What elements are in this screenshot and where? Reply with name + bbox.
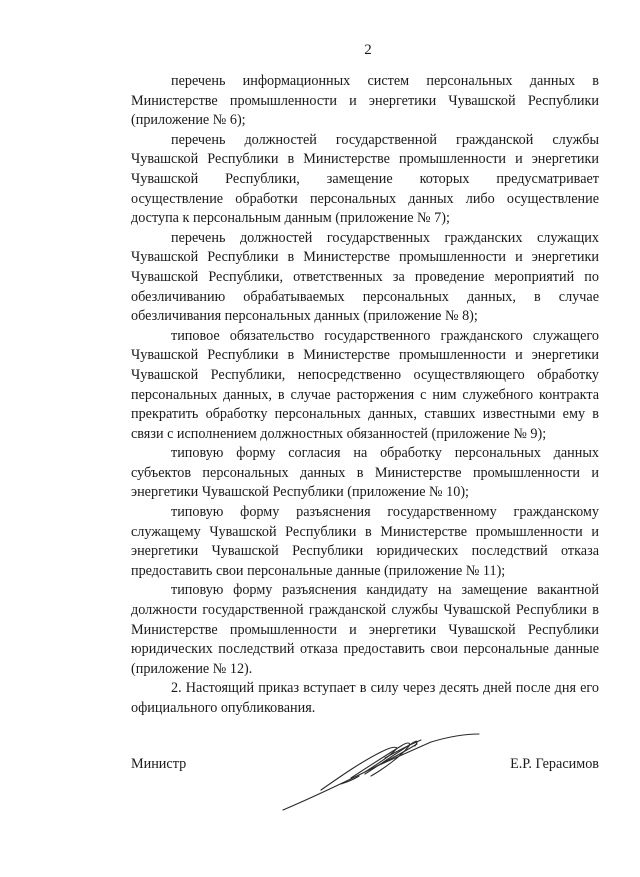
paragraph-appendix-9: типовое обязательство государственного гражданского служащего Чувашской Республики в Министерстве промышленности и энергетики Чувашской Республики, непосредственно осуществляющего обработку персональных данных, в случае расторжения с ним служебного контракта прекратить обработку персональных данных, ставших известными ему в связи с исполнением должностных обязанностей (приложение № 9);: [131, 327, 599, 442]
paragraph-appendix-6: перечень информационных систем персональных данных в Министерстве промышленности и энергетики Чувашской Республики (приложение № 6);: [131, 73, 599, 129]
signatory-name: Е.Р. Герасимов: [510, 756, 599, 772]
paragraph-appendix-10: типовую форму согласия на обработку персональных данных субъектов персональных данных в Министерстве промышленности и энергетики Чувашской Республики (приложение № 10);: [131, 445, 599, 501]
document-body: [131, 72, 599, 719]
handwritten-signature: [281, 732, 481, 822]
paragraph-appendix-7: перечень должностей государственной гражданской службы Чувашской Республики в Министерстве промышленности и энергетики Чувашской Республики, замещение которых предусматривает осуществление обработки персональных данных либо осуществление доступа к персональным данным (приложение № 7);: [131, 131, 599, 227]
paragraph-appendix-12: типовую форму разъяснения кандидату на замещение вакантной должности государственной гражданской службы Чувашской Республики в Министерстве промышленности и энергетики Чувашской Республики юридических последствий отказа предоставить свои персональные данные (приложение № 12).: [131, 582, 599, 677]
signatory-role: Министр: [131, 756, 187, 772]
paragraph-appendix-8: перечень должностей государственных гражданских служащих Чувашской Республики в Министерстве промышленности и энергетики Чувашской Республики, ответственных за проведение мероприятий по обезличиванию обрабатываемых персональных данных, в случае обезличивания персональных данных (приложение № 8);: [131, 229, 599, 325]
paragraph-effective-date: 2. Настоящий приказ вступает в силу через десять дней после дня его официального опубликования.: [131, 680, 599, 716]
paragraph-appendix-11: типовую форму разъяснения государственному гражданскому служащему Чувашской Республики в Министерстве промышленности и энергетики Чувашской Республики юридических последствий отказа предоставить свои персональные данные (приложение № 11);: [131, 504, 599, 579]
signature-block: [131, 752, 599, 812]
page-number: 2: [364, 42, 372, 58]
